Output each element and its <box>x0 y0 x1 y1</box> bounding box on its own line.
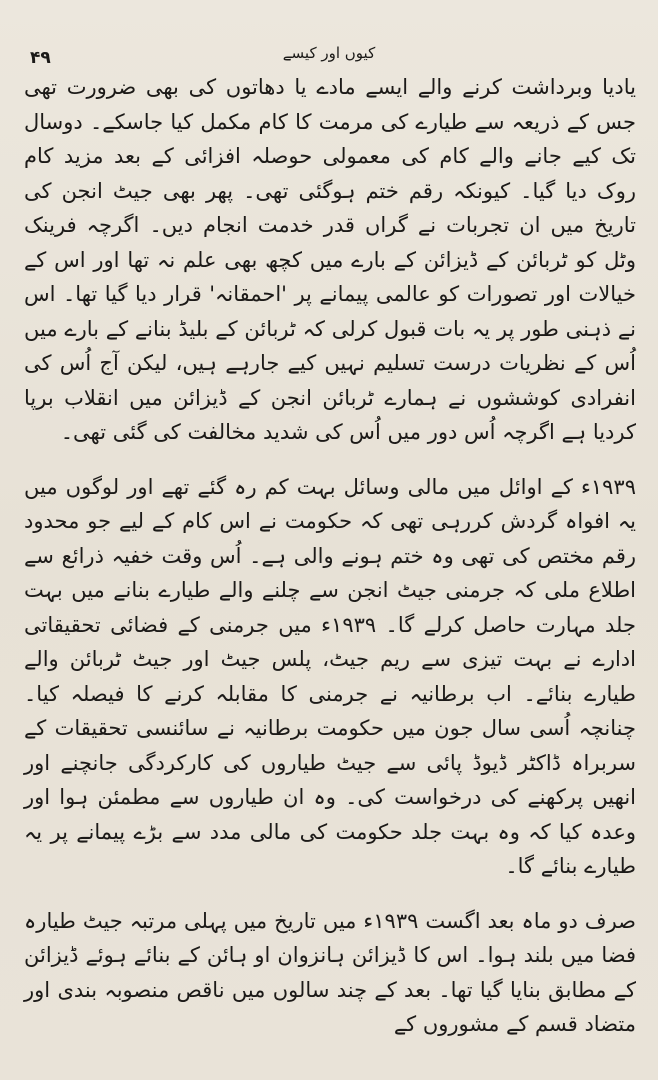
running-title: کیوں اور کیسے <box>282 44 376 62</box>
body-text <box>24 70 636 1042</box>
paragraph: یادیا وبرداشت کرنے والے ایسے مادے یا دھاتوں کی بھی ضرورت تھی جس کے ذریعہ سے طیارے کی مرمت کا کام مکمل کیا جاسکے۔ دوسال تک کیے جانے والے کام کی معمولی حوصلہ افزائی کے بعد مزید کام روک دیا گیا۔ کیونکہ رقم ختم ہوگئی تھی۔ پھر بھی جیٹ انجن کی تاریخ میں ان تجربات نے گراں قدر خدمت انجام دیں۔ اگرچہ فرینک وٹل کو ٹربائن کے ڈیزائن کے بارے میں کچھ بھی علم نہ تھا اور اس کے خیالات اور تصورات کو عالمی پیمانے پر 'احمقانہ' قرار دیا گیا تھا۔ اس نے ذہنی طور پر یہ بات قبول کرلی کہ ٹربائن کے بلیڈ بنانے کے بارے میں اُس کے نظریات درست تسلیم نہیں کیے جارہے ہیں، لیکن آج اُس کی انفرادی کوششوں نے ہمارے ٹربائن انجن کے ڈیزائن میں انقلاب برپا کردیا ہے اگرچہ اُس دور میں اُس کی شدید مخالفت کی گئی تھی۔ <box>24 75 636 444</box>
paragraph: ۱۹۳۹ء کے اوائل میں مالی وسائل بہت کم رہ گئے تھے اور لوگوں میں یہ افواہ گردش کررہی تھی کہ حکومت نے اس کام کے لیے جو محدود رقم مختص کی تھی وہ ختم ہونے والی ہے۔ اُس وقت خفیہ ذرائع سے اطلاع ملی کہ جرمنی جیٹ انجن سے چلنے والے طیارے بنانے میں بہت جلد مہارت حاصل کرلے گا۔ ۱۹۳۹ء میں جرمنی کے فضائی تحقیقاتی ادارے نے بہت تیزی سے ریم جیٹ، پلس جیٹ اور جیٹ ٹربائن والے طیارے بنائے۔ اب برطانیہ نے جرمنی کا مقابلہ کرنے کا فیصلہ کیا۔ چنانچہ اُسی سال جون میں حکومت برطانیہ نے سائنسی تحقیقات کے سربراہ ڈاکٹر ڈیوڈ پائی سے جیٹ طیاروں کی کارکردگی جانچنے اور انھیں پرکھنے کی درخواست کی۔ وہ ان طیاروں سے مطمئن ہوا اور وعدہ کیا کہ وہ بہت جلد حکومت کی مالی مدد سے بڑے پیمانے پر یہ طیارے بنائے گا۔ <box>24 474 636 878</box>
page-number: ۴۹ <box>30 48 51 68</box>
paragraph: صرف دو ماہ بعد اگست ۱۹۳۹ء میں تاریخ میں پہلی مرتبہ جیٹ طیارہ فضا میں بلند ہوا۔ اس کا ڈیزائن ہانزوان او ہائن کے بنائے ہوئے ڈیزائن کے مطابق بنایا گیا تھا۔ بعد کے چند سالوں میں ناقص منصوبہ بندی اور متضاد قسم کے مشوروں کے <box>24 908 636 1036</box>
page-header <box>0 44 658 68</box>
